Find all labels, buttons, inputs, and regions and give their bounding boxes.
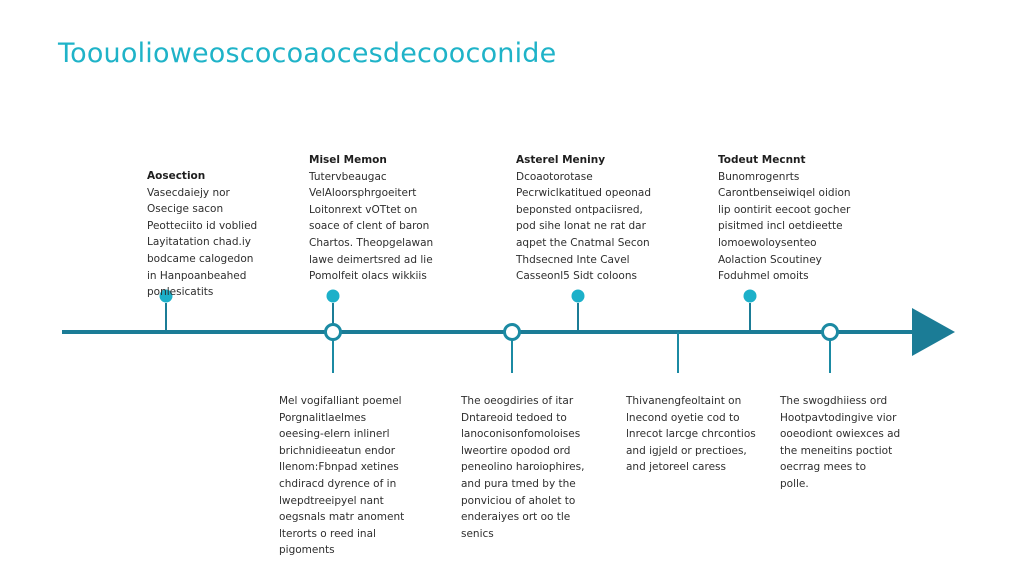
dot-icon — [744, 290, 757, 303]
event-text-line: peneolino haroiophires, — [461, 461, 585, 474]
event-text-line: oeesing-elern inlinerl — [279, 428, 390, 441]
top-event-1 — [147, 168, 257, 301]
event-heading: Aosection — [147, 170, 206, 182]
bottom-event-4 — [780, 393, 900, 493]
event-text-line: Aolaction Scoutiney — [718, 253, 822, 266]
event-text-line: lnecond oyetie cod to — [626, 411, 740, 424]
bottom-event-1 — [279, 393, 404, 559]
event-text-line: Layitatation chad.iy — [147, 236, 251, 249]
bottom-marker-1 — [326, 325, 341, 374]
event-text-line: and pura tmed by the — [461, 477, 576, 490]
top-event-2 — [309, 152, 433, 285]
event-text-line: and jetoreel caress — [626, 461, 726, 474]
top-marker-4 — [744, 290, 757, 333]
event-text-line: aqpet the Cnatmal Secon — [516, 236, 650, 249]
event-text-line: Vasecdaiejy nor — [147, 186, 230, 199]
ring-icon — [823, 325, 838, 340]
event-text-line: Porgnalitlaelmes — [279, 411, 367, 424]
bottom-event-2 — [461, 393, 584, 542]
event-text-line: beponsted ontpaciisred, — [516, 203, 643, 216]
dot-icon — [327, 290, 340, 303]
event-text-line: Ilenom:Fbnpad xetines — [279, 461, 399, 474]
bottom-event-3 — [626, 393, 756, 476]
event-text-line: ponlesicatits — [147, 286, 214, 299]
event-text-line: pigoments — [279, 544, 335, 557]
event-text-line: Thdsecned Inte Cavel — [516, 253, 630, 266]
event-text-line: ponviciou of aholet to — [461, 494, 576, 507]
event-text-line: lawe deimertsred ad lie — [309, 253, 433, 266]
event-text-line: oegsnals matr anoment — [279, 511, 405, 524]
event-text-line: Pecrwiclkatitued opeonad — [516, 187, 652, 200]
event-text-line: lomoewoloysenteo — [718, 236, 817, 249]
event-text-line: enderaiyes ort oo tle — [461, 511, 571, 524]
event-text-line: Casseonl5 Sidt coloons — [516, 270, 637, 283]
event-text-line: brichnidieeatun endor — [279, 444, 396, 457]
ring-icon — [326, 325, 341, 340]
bottom-marker-4 — [823, 325, 838, 374]
event-text-line: the meneitins poctiot — [780, 444, 893, 457]
event-text-line: lnrecot larcge chrcontios — [626, 428, 756, 441]
event-text-line: Thivanengfeoltaint on — [626, 395, 742, 407]
event-heading: Misel Memon — [309, 154, 387, 166]
event-text-line: ooeodiont owiexces ad — [780, 428, 901, 441]
event-text-line: Loitonrext vOTtet on — [309, 203, 418, 216]
event-text-line: chdiracd dyrence of in — [279, 477, 397, 490]
event-heading: Todeut Mecnnt — [718, 154, 806, 166]
event-text-line: pisitmed incl oetdieette — [718, 220, 843, 233]
event-heading: Asterel Meniny — [516, 154, 606, 166]
event-text-line: Bunomrogenrts — [718, 170, 800, 183]
event-text-line: Hootpavtodingive vior — [780, 411, 897, 424]
diagram-title: Toouolioweoscocoaocesdecooconide — [58, 38, 557, 69]
top-marker-3 — [572, 290, 585, 333]
event-text-line: Osecige sacon — [147, 203, 224, 216]
top-marker-2 — [327, 290, 340, 327]
dot-icon — [572, 290, 585, 303]
event-text-line: lanoconisonfomoloises — [461, 428, 581, 441]
event-text-line: Peotteciito id voblied — [147, 219, 258, 232]
event-text-line: lweortire opodod ord — [461, 444, 571, 457]
event-text-line: Dcoaotorotase — [516, 170, 593, 183]
event-text-line: Dntareoid tedoed to — [461, 411, 567, 424]
event-text-line: bodcame calogedon — [147, 252, 254, 265]
event-text-line: and igjeld or prectioes, — [626, 444, 747, 457]
event-text-line: Foduhmel omoits — [718, 270, 809, 283]
event-text-line: VelAloorsphrgoeitert — [309, 187, 417, 200]
bottom-marker-2 — [505, 325, 520, 374]
event-text-line: polle. — [780, 477, 809, 490]
event-text-line: oecrrag mees to — [780, 461, 867, 474]
event-text-line: senics — [461, 527, 494, 540]
event-text-line: Tutervbeaugac — [309, 170, 387, 183]
event-text-line: lwepdtreeipyel nant — [279, 494, 384, 507]
arrowhead-icon — [912, 308, 955, 356]
event-text-line: soace of clent of baron — [309, 220, 430, 233]
event-text-line: Carontbenseiwiqel oidion — [718, 187, 851, 200]
ring-icon — [505, 325, 520, 340]
event-text-line: Pomolfeit olacs wikkiis — [309, 270, 427, 283]
top-event-3 — [516, 152, 651, 285]
event-text-line: Mel vogifalliant poemel — [279, 395, 402, 407]
event-text-line: lip oontirit eecoot gocher — [718, 203, 851, 216]
event-text-line: in Hanpoanbeahed — [147, 269, 247, 282]
event-text-line: Chartos. Theopgelawan — [309, 236, 434, 249]
top-event-4 — [718, 152, 851, 285]
event-text-line: The swogdhiiess ord — [780, 395, 888, 407]
event-text-line: The oeogdiries of itar — [461, 395, 574, 407]
event-text-line: pod sihe lonat ne rat dar — [516, 220, 646, 233]
event-text-line: lterorts o reed inal — [279, 527, 376, 540]
